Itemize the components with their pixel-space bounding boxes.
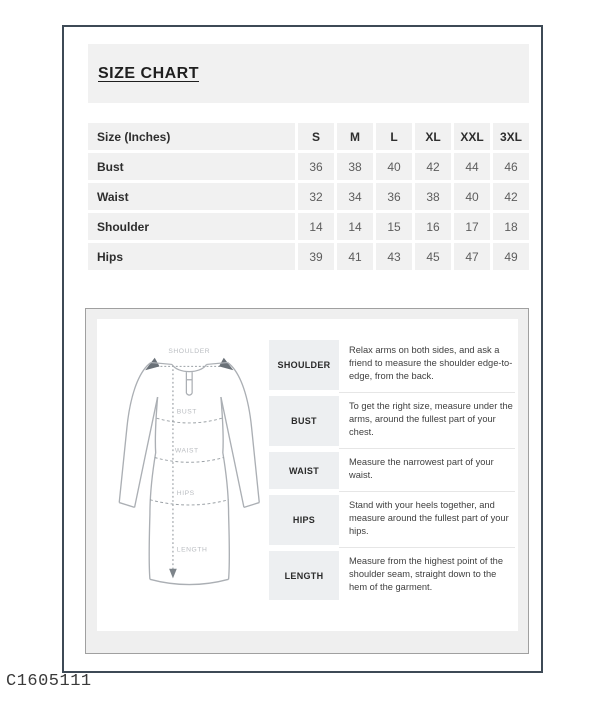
diagram-label-length: LENGTH [176, 546, 207, 554]
definition-description: To get the right size, measure under the arms, around the fullest part of your chest. [339, 393, 515, 449]
definition-description: Measure the narrowest part of your waist. [339, 449, 515, 492]
definition-term: SHOULDER [269, 340, 339, 390]
definition-term: LENGTH [269, 551, 339, 600]
page-title: SIZE CHART [98, 64, 199, 82]
definition-description: Relax arms on both sides, and ask a friend to measure the shoulder edge-to-edge, from the back. [339, 337, 515, 393]
product-code: C1605111 [6, 672, 92, 691]
length-arrowhead-icon [169, 569, 177, 579]
size-chart-header [88, 44, 529, 103]
definition-row [269, 449, 515, 492]
size-value-cell: 45 [415, 243, 451, 270]
size-value-cell: 42 [493, 183, 529, 210]
size-value-cell: 17 [454, 213, 490, 240]
size-value-cell: 44 [454, 153, 490, 180]
size-col-header: XL [415, 123, 451, 150]
size-value-cell: 18 [493, 213, 529, 240]
shoulder-mark-right [218, 358, 232, 370]
size-value-cell: 15 [376, 213, 412, 240]
size-table-body [88, 153, 529, 270]
size-table-row [88, 153, 529, 180]
size-value-cell: 40 [376, 153, 412, 180]
size-row-label: Bust [88, 153, 295, 180]
size-value-cell: 46 [493, 153, 529, 180]
size-value-cell: 14 [337, 213, 373, 240]
measurement-guide-box [85, 308, 529, 654]
garment-sketch-svg [101, 335, 266, 603]
shoulder-mark-left [145, 358, 159, 370]
definition-row [269, 548, 515, 603]
size-value-cell: 38 [415, 183, 451, 210]
size-value-cell: 42 [415, 153, 451, 180]
size-value-cell: 39 [298, 243, 334, 270]
definitions-list [269, 319, 518, 631]
size-row-label: Hips [88, 243, 295, 270]
definition-term: HIPS [269, 495, 339, 545]
definition-term: WAIST [269, 452, 339, 489]
size-row-label: Shoulder [88, 213, 295, 240]
diagram-label-bust: BUST [176, 408, 197, 416]
neckline [150, 363, 227, 396]
diagram-label-shoulder: SHOULDER [167, 347, 210, 355]
size-value-cell: 14 [298, 213, 334, 240]
size-unit-header: Size (Inches) [88, 123, 295, 150]
size-value-cell: 40 [454, 183, 490, 210]
size-col-header: L [376, 123, 412, 150]
size-table-row [88, 183, 529, 210]
photo-frame [62, 25, 543, 673]
size-value-cell: 41 [337, 243, 373, 270]
size-value-cell: 47 [454, 243, 490, 270]
size-col-header: XXL [454, 123, 490, 150]
size-row-label: Waist [88, 183, 295, 210]
size-value-cell: 36 [376, 183, 412, 210]
size-col-header: S [298, 123, 334, 150]
size-table-wrap [85, 120, 532, 273]
size-value-cell: 32 [298, 183, 334, 210]
size-value-cell: 49 [493, 243, 529, 270]
size-col-header: 3XL [493, 123, 529, 150]
size-table-row [88, 243, 529, 270]
measurement-guide-inner [97, 319, 518, 631]
definition-row [269, 337, 515, 393]
size-value-cell: 34 [337, 183, 373, 210]
diagram-label-waist: WAIST [174, 447, 199, 455]
diagram-label-hips: HIPS [176, 489, 195, 497]
size-value-cell: 36 [298, 153, 334, 180]
definition-term: BUST [269, 396, 339, 446]
definition-row [269, 393, 515, 449]
size-value-cell: 43 [376, 243, 412, 270]
size-value-cell: 16 [415, 213, 451, 240]
definition-description: Stand with your heels together, and measure around the fullest part of your hips. [339, 492, 515, 548]
size-col-header: M [337, 123, 373, 150]
size-table [85, 120, 532, 273]
size-value-cell: 38 [337, 153, 373, 180]
size-table-header-row [88, 123, 529, 150]
garment-diagram [97, 319, 269, 631]
definition-row [269, 492, 515, 548]
size-table-row [88, 213, 529, 240]
definition-description: Measure from the highest point of the shoulder seam, straight down to the hem of the garment. [349, 556, 504, 592]
